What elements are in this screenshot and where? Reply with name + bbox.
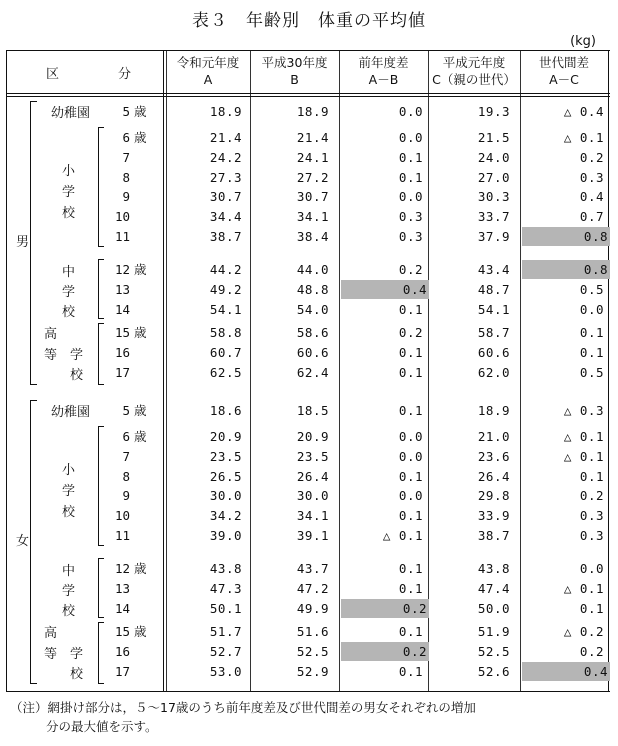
row-age: 14 [114, 302, 130, 317]
row-age: 16 [114, 345, 130, 360]
cell-c: 48.7 [477, 282, 510, 297]
cell-b: 26.4 [296, 469, 329, 484]
cell-d2: 0.2 [579, 150, 604, 165]
cell-b: 54.0 [296, 302, 329, 317]
cell-d2: 0.4 [579, 189, 604, 204]
cell-c: 33.9 [477, 508, 510, 523]
table-row [6, 599, 610, 619]
row-age: 9 [122, 189, 130, 204]
cell-a: 44.2 [209, 262, 242, 277]
cell-a: 27.3 [209, 170, 242, 185]
cell-b: 18.5 [296, 403, 329, 418]
header-kubun-2: 分 [118, 67, 132, 82]
cell-c: 29.8 [477, 488, 510, 503]
cell-d2: △ 0.1 [563, 449, 604, 464]
cell-a: 18.6 [209, 403, 242, 418]
row-age: 11 [114, 229, 130, 244]
group-elementary-male-3: 校 [62, 206, 76, 221]
cell-a: 49.2 [209, 282, 242, 297]
cell-c: 43.4 [477, 262, 510, 277]
cell-a: 53.0 [209, 664, 242, 679]
cell-a: 38.7 [209, 229, 242, 244]
row-age: 12 歳 [114, 561, 147, 576]
weight-table [6, 50, 610, 692]
cell-b: 47.2 [296, 581, 329, 596]
group-elementary-female-3: 校 [62, 505, 76, 520]
cell-d2: △ 0.2 [563, 624, 604, 639]
cell-a: 30.7 [209, 189, 242, 204]
table-row [6, 662, 610, 682]
cell-d1: △ 0.1 [382, 528, 423, 543]
group-junior-male-2: 学 [62, 285, 76, 300]
cell-a: 51.7 [209, 624, 242, 639]
cell-d2: 0.2 [579, 488, 604, 503]
cell-b: 62.4 [296, 365, 329, 380]
cell-c: 21.0 [477, 429, 510, 444]
cell-c: 37.9 [477, 229, 510, 244]
cell-c: 52.5 [477, 644, 510, 659]
cell-d1: 0.0 [398, 429, 423, 444]
cell-b: 39.1 [296, 528, 329, 543]
cell-d2: △ 0.3 [563, 403, 604, 418]
cell-c: 47.4 [477, 581, 510, 596]
cell-d1: 0.2 [341, 599, 429, 618]
cell-d1: 0.0 [398, 104, 423, 119]
table-row [6, 401, 610, 421]
cell-d1: 0.3 [398, 229, 423, 244]
table-row [6, 559, 610, 579]
cell-d2: 0.8 [522, 227, 610, 246]
group-high-female-4: 校 [70, 667, 84, 682]
cell-d2: 0.1 [579, 601, 604, 616]
cell-b: 30.7 [296, 189, 329, 204]
cell-a: 34.4 [209, 209, 242, 224]
cell-b: 20.9 [296, 429, 329, 444]
row-age: 10 [114, 209, 130, 224]
cell-c: 60.6 [477, 345, 510, 360]
cell-b: 23.5 [296, 449, 329, 464]
cell-b: 52.9 [296, 664, 329, 679]
header-col-c: 平成元年度 C（親の世代） [432, 55, 516, 87]
cell-a: 23.5 [209, 449, 242, 464]
cell-d1: 0.1 [398, 469, 423, 484]
group-junior-male-1: 中 [62, 265, 76, 280]
table-row [6, 323, 610, 343]
cell-a: 18.9 [209, 104, 242, 119]
cell-d2: 0.5 [579, 282, 604, 297]
row-age: 17 [114, 365, 130, 380]
group-elementary-male-1: 小 [62, 164, 76, 179]
cell-a: 20.9 [209, 429, 242, 444]
cell-d1: 0.1 [398, 345, 423, 360]
cell-d2: △ 0.1 [563, 130, 604, 145]
cell-d2: 0.3 [579, 508, 604, 523]
cell-d1: 0.4 [341, 280, 429, 299]
cell-b: 48.8 [296, 282, 329, 297]
cell-a: 24.2 [209, 150, 242, 165]
cell-d2: 0.3 [579, 528, 604, 543]
cell-b: 18.9 [296, 104, 329, 119]
group-junior-female-3: 校 [62, 604, 76, 619]
group-elementary-female-1: 小 [62, 463, 76, 478]
cell-d1: 0.0 [398, 130, 423, 145]
cell-c: 33.7 [477, 209, 510, 224]
row-age: 6 歳 [122, 429, 147, 444]
cell-c: 30.3 [477, 189, 510, 204]
group-high-male-2: 等 [44, 348, 58, 363]
cell-d1: 0.2 [341, 642, 429, 661]
cell-d2: 0.0 [579, 302, 604, 317]
header-col-a: 令和元年度 A [176, 55, 240, 87]
cell-c: 62.0 [477, 365, 510, 380]
cell-a: 39.0 [209, 528, 242, 543]
cell-d2: 0.2 [579, 644, 604, 659]
cell-d1: 0.1 [398, 664, 423, 679]
cell-d2: 0.8 [522, 260, 610, 279]
row-age: 7 [122, 449, 130, 464]
table-row [6, 642, 610, 662]
row-age: 13 [114, 581, 130, 596]
cell-c: 19.3 [477, 104, 510, 119]
cell-c: 52.6 [477, 664, 510, 679]
group-elementary-male-2: 学 [62, 185, 76, 200]
cell-d1: 0.1 [398, 150, 423, 165]
cell-d2: △ 0.1 [563, 429, 604, 444]
cell-d1: 0.1 [398, 403, 423, 418]
cell-a: 21.4 [209, 130, 242, 145]
cell-a: 62.5 [209, 365, 242, 380]
cell-d1: 0.1 [398, 365, 423, 380]
row-age: 5 歳 [122, 403, 147, 418]
row-age: 16 [114, 644, 130, 659]
cell-d2: 0.0 [579, 561, 604, 576]
cell-c: 50.0 [477, 601, 510, 616]
cell-a: 43.8 [209, 561, 242, 576]
table-row [6, 227, 610, 247]
group-junior-female-1: 中 [62, 564, 76, 579]
cell-d1: 0.1 [398, 302, 423, 317]
table-row [6, 148, 610, 168]
cell-b: 44.0 [296, 262, 329, 277]
table-row [6, 467, 610, 487]
footnote-line-1: （注）網掛け部分は，５～17歳のうち前年度差及び世代間差の男女それぞれの増加 [10, 700, 476, 715]
cell-b: 60.6 [296, 345, 329, 360]
cell-d1: 0.1 [398, 508, 423, 523]
header-col-b: 平成30年度 B [261, 55, 328, 87]
row-age: 17 [114, 664, 130, 679]
group-kindergarten-female: 幼稚園 [51, 405, 91, 420]
table-row [6, 506, 610, 526]
cell-b: 21.4 [296, 130, 329, 145]
cell-a: 52.7 [209, 644, 242, 659]
cell-d2: 0.4 [522, 662, 610, 681]
table-row [6, 579, 610, 599]
cell-d1: 0.1 [398, 561, 423, 576]
table-row [6, 427, 610, 447]
table-row [6, 280, 610, 300]
group-high-male-3: 学 [70, 348, 84, 363]
row-age: 9 [122, 488, 130, 503]
cell-c: 54.1 [477, 302, 510, 317]
table-row [6, 526, 610, 546]
row-age: 15 歳 [114, 325, 147, 340]
cell-d2: 0.1 [579, 469, 604, 484]
group-junior-male-3: 校 [62, 305, 76, 320]
cell-a: 34.2 [209, 508, 242, 523]
cell-b: 34.1 [296, 209, 329, 224]
cell-b: 34.1 [296, 508, 329, 523]
group-high-female-2: 等 [44, 647, 58, 662]
row-age: 7 [122, 150, 130, 165]
cell-a: 26.5 [209, 469, 242, 484]
cell-c: 27.0 [477, 170, 510, 185]
cell-b: 51.6 [296, 624, 329, 639]
header-col-diff-prev: 前年度差 A－B [358, 55, 409, 87]
row-age: 13 [114, 282, 130, 297]
cell-d2: 0.1 [579, 345, 604, 360]
group-high-male-4: 校 [70, 368, 84, 383]
cell-a: 47.3 [209, 581, 242, 596]
table-row [6, 300, 610, 320]
table-row [6, 343, 610, 363]
table-row [6, 363, 610, 383]
cell-d2: 0.3 [579, 170, 604, 185]
cell-c: 23.6 [477, 449, 510, 464]
footnote-line-2: 分の最大値を示す。 [46, 719, 158, 734]
cell-c: 21.5 [477, 130, 510, 145]
row-age: 8 [122, 469, 130, 484]
cell-c: 26.4 [477, 469, 510, 484]
row-age: 14 [114, 601, 130, 616]
group-junior-female-2: 学 [62, 584, 76, 599]
cell-d1: 0.0 [398, 449, 423, 464]
header-col-diff-gen: 世代間差 A－C [538, 55, 589, 87]
row-age: 8 [122, 170, 130, 185]
table-row [6, 102, 610, 122]
table-row [6, 187, 610, 207]
header-kubun-1: 区 [46, 67, 60, 82]
cell-b: 49.9 [296, 601, 329, 616]
cell-c: 38.7 [477, 528, 510, 543]
group-kindergarten-male: 幼稚園 [51, 106, 91, 121]
row-age: 11 [114, 528, 130, 543]
row-age: 15 歳 [114, 624, 147, 639]
cell-d1: 0.1 [398, 170, 423, 185]
cell-a: 30.0 [209, 488, 242, 503]
table-title: 表３ 年齢別 体重の平均値 [192, 11, 426, 31]
cell-c: 24.0 [477, 150, 510, 165]
group-high-female-1: 高 [44, 626, 58, 641]
cell-c: 18.9 [477, 403, 510, 418]
cell-b: 58.6 [296, 325, 329, 340]
table-row [6, 128, 610, 148]
unit-label: (kg) [570, 34, 596, 49]
group-high-female-3: 学 [70, 647, 84, 662]
cell-b: 52.5 [296, 644, 329, 659]
cell-c: 58.7 [477, 325, 510, 340]
cell-b: 30.0 [296, 488, 329, 503]
cell-d2: △ 0.1 [563, 581, 604, 596]
cell-d1: 0.1 [398, 624, 423, 639]
cell-c: 43.8 [477, 561, 510, 576]
cell-d1: 0.2 [398, 262, 423, 277]
cell-d1: 0.0 [398, 189, 423, 204]
cell-b: 27.2 [296, 170, 329, 185]
cell-d2: 0.1 [579, 325, 604, 340]
row-age: 12 歳 [114, 262, 147, 277]
cell-d1: 0.2 [398, 325, 423, 340]
table-row [6, 486, 610, 506]
cell-d2: 0.5 [579, 365, 604, 380]
cell-a: 58.8 [209, 325, 242, 340]
sex-label-female: 女 [16, 534, 30, 549]
cell-b: 24.1 [296, 150, 329, 165]
cell-b: 43.7 [296, 561, 329, 576]
table-row [6, 622, 610, 642]
table-row [6, 207, 610, 227]
cell-c: 51.9 [477, 624, 510, 639]
table-row [6, 447, 610, 467]
cell-a: 50.1 [209, 601, 242, 616]
group-elementary-female-2: 学 [62, 484, 76, 499]
row-age: 6 歳 [122, 130, 147, 145]
table-row [6, 260, 610, 280]
row-age: 5 歳 [122, 104, 147, 119]
cell-d1: 0.0 [398, 488, 423, 503]
cell-d1: 0.1 [398, 581, 423, 596]
cell-d2: △ 0.4 [563, 104, 604, 119]
cell-a: 54.1 [209, 302, 242, 317]
cell-d1: 0.3 [398, 209, 423, 224]
group-high-male-1: 高 [44, 327, 58, 342]
table-row [6, 168, 610, 188]
cell-d2: 0.7 [579, 209, 604, 224]
sex-label-male: 男 [16, 235, 30, 250]
cell-a: 60.7 [209, 345, 242, 360]
row-age: 10 [114, 508, 130, 523]
footnote [10, 698, 476, 736]
cell-b: 38.4 [296, 229, 329, 244]
